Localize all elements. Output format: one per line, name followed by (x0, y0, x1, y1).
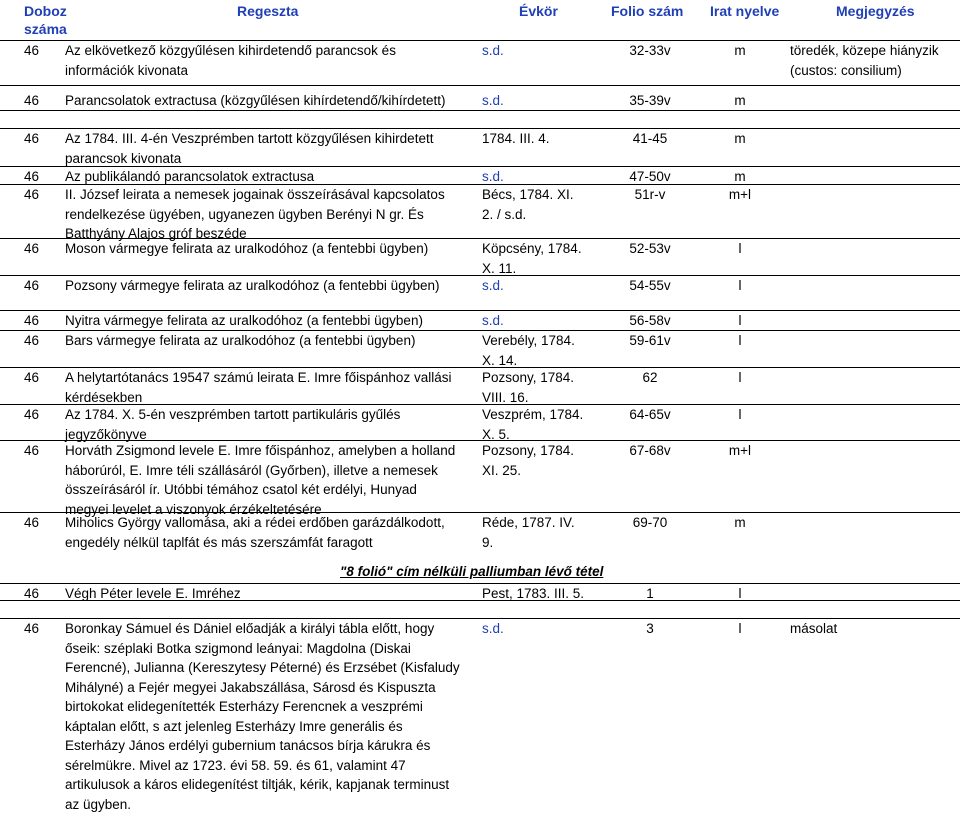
cell-irat-nyelve: m+l (728, 187, 752, 202)
cell-irat-nyelve: m (734, 93, 746, 108)
cell-irat-nyelve: l (738, 278, 742, 293)
cell-folio: 59-61v (629, 333, 671, 348)
header-szama: száma (24, 21, 67, 37)
cell-regeszta: Végh Péter levele E. Imréhez (65, 586, 241, 601)
cell-folio: 3 (646, 621, 654, 636)
cell-doboz: 46 (24, 586, 40, 601)
cell-irat-nyelve: m (734, 169, 746, 184)
cell-evkor: Verebély, 1784. (482, 333, 575, 348)
cell-doboz: 46 (24, 43, 40, 58)
cell-doboz: 46 (24, 515, 40, 530)
cell-folio: 54-55v (629, 278, 671, 293)
cell-regeszta: Boronkay Sámuel és Dániel előadják a királyi tábla előtt, hogy (65, 621, 435, 636)
cell-regeszta: Miholics György vallomása, aki a rédei erdőben garázdálkodott, (65, 515, 445, 530)
cell-evkor: Bécs, 1784. XI. (482, 187, 574, 202)
cell-doboz: 46 (24, 407, 40, 422)
cell-irat-nyelve: m (734, 43, 746, 58)
cell-regeszta: Az publikálandó parancsolatok extractusa (65, 169, 315, 184)
cell-evkor: Veszprém, 1784. (482, 407, 584, 422)
cell-regeszta: jegyzőkönyve (65, 426, 147, 442)
cell-evkor: VIII. 16. (482, 389, 529, 405)
cell-irat-nyelve: m (734, 515, 746, 530)
cell-regeszta: II. József leirata a nemesek jogainak összeírásával kapcsolatos (65, 187, 445, 202)
cell-doboz: 46 (24, 241, 40, 256)
cell-folio: 51r-v (634, 187, 666, 202)
cell-megjegyzes: másolat (790, 621, 838, 636)
cell-doboz: 46 (24, 169, 40, 184)
section-title: "8 folió" cím nélküli palliumban lévő tétel (340, 564, 604, 579)
cell-doboz: 46 (24, 443, 40, 458)
cell-evkor: 2. / s.d. (482, 206, 527, 222)
cell-regeszta: birtokokat elidegenítették Esterházy Ferencnek a veszprémi (65, 699, 423, 714)
cell-evkor: Pest, 1783. III. 5. (482, 586, 585, 601)
cell-folio: 64-65v (629, 407, 671, 422)
cell-evkor: Köpcsény, 1784. (482, 241, 582, 256)
cell-doboz: 46 (24, 370, 40, 385)
cell-doboz: 46 (24, 621, 40, 636)
cell-evkor: Réde, 1787. IV. (482, 515, 575, 530)
cell-irat-nyelve: l (738, 333, 742, 348)
header-regeszta: Regeszta (237, 3, 299, 19)
cell-regeszta: Mihályné) a Fejér megyei Jakabszállása, Sárosd és Kispuszta (65, 679, 436, 695)
cell-folio: 35-39v (629, 93, 671, 108)
cell-folio: 62 (642, 370, 658, 385)
cell-regeszta: Bars vármegye felirata az uralkodóhoz (a fentebbi ügyben) (65, 333, 416, 348)
cell-irat-nyelve: l (738, 586, 742, 601)
header-megjegyzes: Megjegyzés (836, 3, 915, 19)
cell-irat-nyelve: l (738, 241, 742, 256)
cell-folio: 56-58v (629, 313, 671, 328)
cell-evkor: 1784. III. 4. (482, 131, 550, 146)
cell-regeszta: az ügyben. (65, 796, 132, 812)
header-folio: Folio szám (611, 3, 684, 19)
cell-irat-nyelve: l (738, 407, 742, 422)
cell-regeszta: Batthyány Alajos gróf beszéde (65, 226, 247, 241)
cell-evkor: s.d. (482, 621, 504, 636)
cell-evkor: 9. (482, 534, 494, 550)
cell-folio: 67-68v (629, 443, 671, 458)
cell-irat-nyelve: m (734, 131, 746, 146)
cell-regeszta: parancsok kivonata (65, 150, 182, 166)
cell-regeszta: Az 1784. III. 4-én Veszprémben tartott közgyűlésen kihirdetett (65, 131, 434, 146)
cell-megjegyzes: töredék, közepe hiányzik (790, 43, 939, 58)
cell-folio: 32-33v (629, 43, 671, 58)
cell-folio: 41-45 (632, 131, 668, 146)
cell-irat-nyelve: l (738, 313, 742, 328)
cell-regeszta: megyei levelet a viszonyok érzékeltetésére (65, 501, 322, 517)
cell-regeszta: Ferencné), Julianna (Kereszytesy Péterné) és Erzsébet (Kisfaludy (65, 660, 460, 675)
cell-evkor: X. 14. (482, 352, 518, 368)
cell-regeszta: összeírásáról ír. Utóbbi témához csatol két erdélyi, Hunyad (65, 482, 417, 497)
header-doboz: Doboz (24, 3, 67, 19)
cell-regeszta: Az elkövetkező közgyűlésen kihirdetendő parancsok és (65, 43, 396, 58)
cell-regeszta: háborúról, E. Imre téli szállásáról (Győrben), illetve a nemesek (65, 462, 438, 478)
cell-regeszta: Horváth Zsigmond levele E. Imre főispánhoz, amelyben a holland (65, 443, 456, 458)
cell-evkor: s.d. (482, 278, 504, 293)
cell-evkor: s.d. (482, 43, 504, 58)
cell-evkor: X. 5. (482, 426, 510, 442)
cell-irat-nyelve: l (738, 370, 742, 385)
cell-regeszta: kérdésekben (65, 389, 143, 405)
header-evkor: Évkör (519, 3, 558, 19)
cell-regeszta: Nyitra vármegye felirata az uralkodóhoz (a fentebbi ügyben) (65, 313, 423, 328)
cell-folio: 69-70 (632, 515, 668, 530)
cell-regeszta: Pozsony vármegye felirata az uralkodóhoz (a fentebbi ügyben) (65, 278, 440, 293)
cell-regeszta: információk kivonata (65, 62, 189, 78)
cell-regeszta: Az 1784. X. 5-én veszprémben tartott partikuláris gyűlés (65, 407, 401, 422)
cell-regeszta: rendelkezése ügyében, ugyanezen ügyben Berényi N gr. És (65, 206, 424, 222)
cell-irat-nyelve: m+l (728, 443, 752, 458)
cell-evkor: s.d. (482, 313, 504, 328)
cell-regeszta: káptalan előtt, s azt jelenleg Esterházy Imre generális és (65, 718, 403, 734)
cell-regeszta: Parancsolatok extractusa (közgyűlésen kihírdetendő/kihírdetett) (65, 93, 446, 108)
cell-evkor: s.d. (482, 169, 504, 184)
cell-regeszta: őseik: széplaki Botka szigmond leányai: Magdolna (Diskai (65, 640, 411, 656)
cell-folio: 47-50v (629, 169, 671, 184)
cell-megjegyzes: (custos: consilium) (790, 62, 902, 78)
cell-doboz: 46 (24, 313, 40, 328)
cell-regeszta: artikulusok a káros elidegenítést tiltják, kérik, kapjanak terminust (65, 777, 450, 792)
row-divider (0, 85, 960, 86)
cell-evkor: Pozsony, 1784. (482, 370, 575, 385)
cell-doboz: 46 (24, 333, 40, 348)
cell-evkor: XI. 25. (482, 462, 522, 478)
cell-doboz: 46 (24, 278, 40, 293)
cell-folio: 52-53v (629, 241, 671, 256)
cell-evkor: X. 11. (482, 260, 517, 276)
cell-evkor: Pozsony, 1784. (482, 443, 575, 458)
cell-regeszta: Moson vármegye felirata az uralkodóhoz (a fentebbi ügyben) (65, 241, 429, 256)
cell-irat-nyelve: l (738, 621, 742, 636)
header-irat-nyelve: Irat nyelve (710, 3, 780, 19)
cell-regeszta: Esterházy János erdélyi gubernium tanácsos bírja kárukra és (65, 738, 431, 753)
cell-doboz: 46 (24, 93, 40, 108)
cell-evkor: s.d. (482, 93, 504, 108)
cell-folio: 1 (646, 586, 654, 601)
cell-doboz: 46 (24, 131, 40, 146)
cell-doboz: 46 (24, 187, 40, 202)
cell-regeszta: engedély nélkül taplfát és más szerszámfát faragott (65, 534, 373, 550)
cell-regeszta: A helytartótanács 19547 számú leirata E. Imre főispánhoz vallási (65, 370, 452, 385)
cell-regeszta: sérelmükre. Mivel az 1723. évi 58. 59. és 61, valamint 47 (65, 757, 406, 773)
table-header (0, 0, 960, 40)
